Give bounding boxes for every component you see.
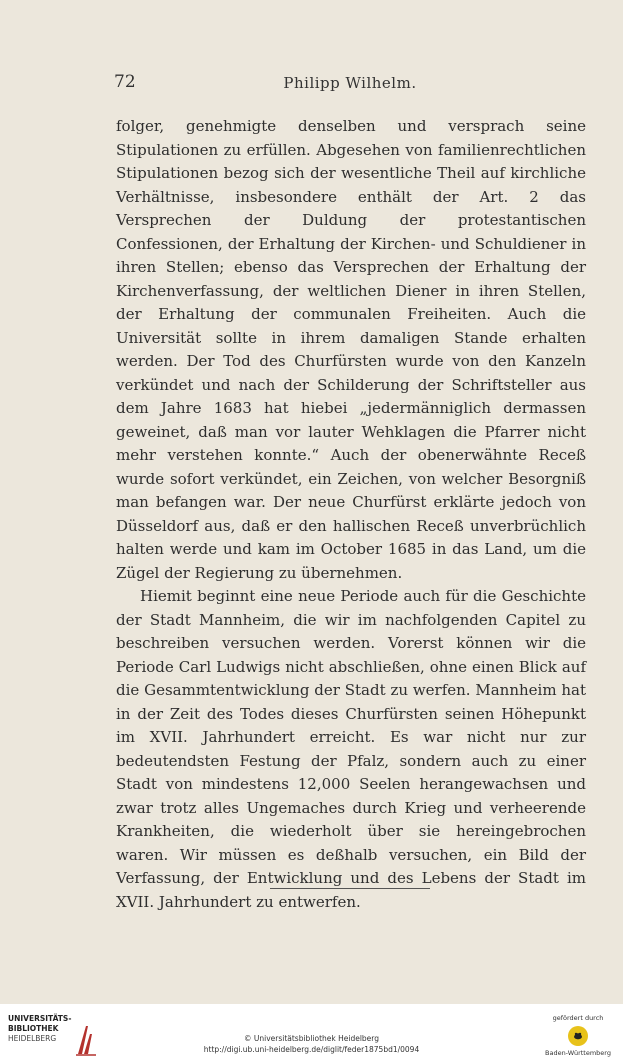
- end-rule: [270, 888, 430, 889]
- page-number: 72: [114, 72, 136, 92]
- library-line: BIBLIOTHEK: [8, 1024, 59, 1033]
- sponsor-block[interactable]: [543, 1014, 613, 1058]
- sponsor-name: Baden-Württemberg: [545, 1049, 611, 1057]
- sponsor-label: gefördert durch: [552, 1014, 604, 1022]
- state-seal-icon: [567, 1025, 589, 1047]
- paragraph: folger, genehmigte denselben und versprach seine Stipulationen zu erfüllen. Abgesehen von familienrechtlichen Stipulationen bezog sich der wesentliche Theil auf kirchliche Verhältnisse, insbesondere enthält der Art. 2 das Versprechen der Duldung der protestantischen Confessionen, der Erhaltung der Kirchen- und Schuldiener in ihren Stellen; ebenso das Versprechen der Erhaltung der Kirchenverfassung, der weltlichen Diener in ihren Stellen, der Erhaltung der communalen Freiheiten. Auch die Universität sollte in ihrem damaligen Stande erhalten werden. Der Tod des Churfürsten wurde von den Kanzeln verkündet und nach der Schilderung der Schriftsteller aus dem Jahre 1683 hat hiebei „jedermänniglich dermassen geweinet, daß man vor lauter Wehklagen die Pfarrer nicht mehr verstehen konnte.“ Auch der obenerwähnte Receß wurde sofort verkündet, ein Zeichen, von welcher Besorgniß man befangen war. Der neue Churfürst erklärte jedoch von Düsseldorf aus, daß er den hallischen Receß unverbrüchlich halten werde und kam im October 1685 in das Land, um die Zügel der Regierung zu übernehmen.: [116, 117, 586, 582]
- library-line: HEIDELBERG: [8, 1034, 57, 1043]
- running-title: Philipp Wilhelm.: [283, 74, 417, 92]
- body-text: [116, 115, 586, 914]
- footer: [0, 1004, 623, 1056]
- library-line: UNIVERSITÄTS-: [8, 1014, 72, 1023]
- page-header: [114, 72, 586, 96]
- paragraph: Hiemit beginnt eine neue Periode auch für die Geschichte der Stadt Mannheim, die wir im nachfolgenden Capitel zu beschreiben versuchen werden. Vorerst können wir die Periode Carl Ludwigs nicht abschließen, ohne einen Blick auf die Gesammtentwicklung der Stadt zu werfen. Mannheim hat in der Zeit des Todes dieses Churfürsten seinen Höhepunkt im XVII. Jahrhundert erreicht. Es war nicht nur zur bedeutendsten Festung der Pfalz, sondern auch zu einer Stadt von mindestens 12,000 Seelen herangewachsen und zwar trotz alles Ungemaches durch Krieg und verheerende Krankheiten, die wiederholt über sie hereingebrochen waren. Wir müssen es deßhalb versuchen, ein Bild der Verfassung, der Entwicklung und des Lebens der Stadt im XVII. Jahrhundert zu entwerfen.: [116, 587, 586, 911]
- copyright-notice: © Universitätsbibliothek Heidelberg: [243, 1034, 379, 1043]
- permalink[interactable]: http://digi.ub.uni-heidelberg.de/diglit/feder1875bd1/0094: [203, 1045, 420, 1054]
